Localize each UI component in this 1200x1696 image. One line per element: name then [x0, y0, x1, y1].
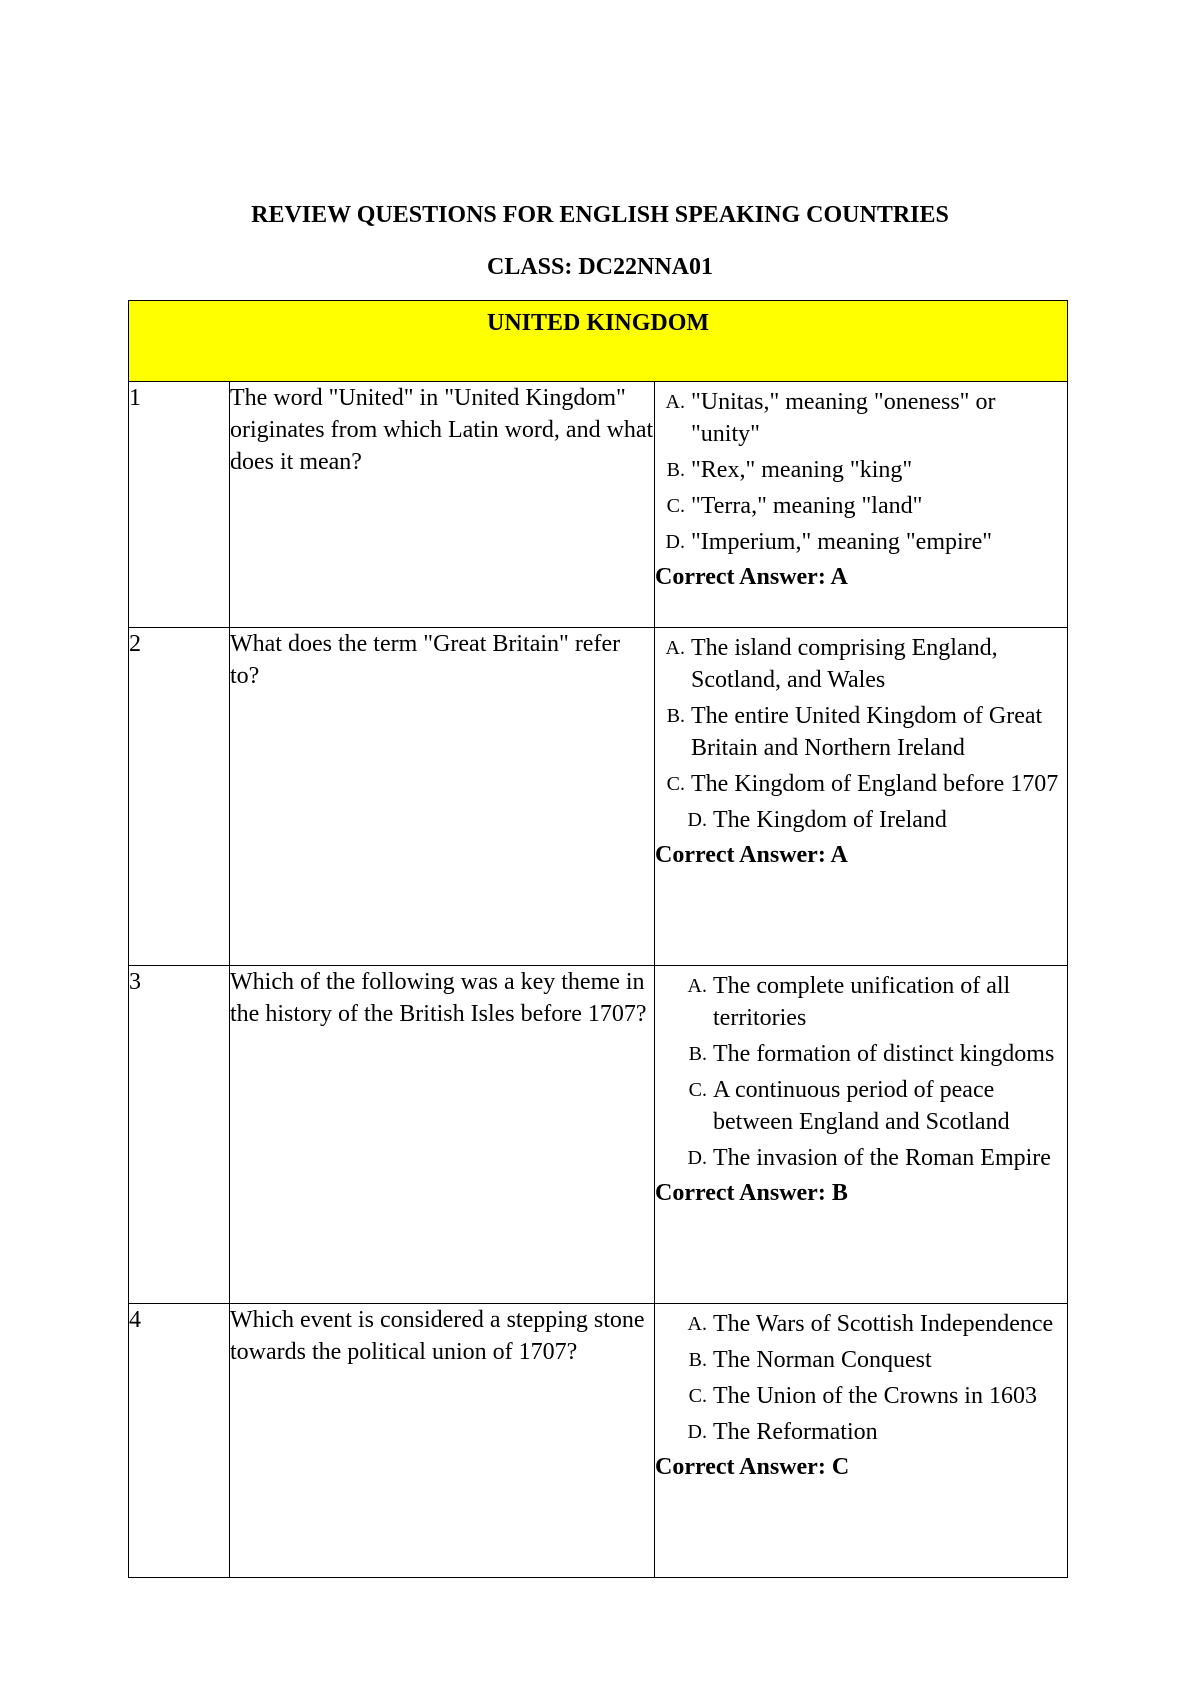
- option-letter: D.: [687, 809, 707, 831]
- question-row: [129, 1304, 1068, 1578]
- option-letter: B.: [666, 459, 685, 481]
- option-text: "Unitas," meaning "oneness" or "unity": [691, 389, 996, 447]
- question-number: 1: [129, 382, 230, 628]
- section-header-row: [129, 301, 1068, 382]
- option-letter: C.: [666, 773, 685, 795]
- question-number: 3: [129, 966, 230, 1304]
- option-letter: B.: [666, 705, 685, 727]
- question-number: 4: [129, 1304, 230, 1578]
- option-letter: A.: [665, 391, 685, 413]
- options-list: [655, 1304, 1067, 1448]
- option-text: The entire United Kingdom of Great Britain and Northern Ireland: [691, 703, 1043, 761]
- option-text: The Norman Conquest: [713, 1347, 932, 1373]
- correct-answer: [655, 840, 1067, 870]
- option-letter: D.: [687, 1147, 707, 1169]
- options-list: [655, 628, 1067, 836]
- answer-cell: [655, 628, 1068, 966]
- option-text: "Rex," meaning "king": [691, 457, 913, 483]
- options-list: [655, 966, 1067, 1174]
- correct-answer-value: A: [830, 842, 848, 868]
- option-item: [655, 1344, 1067, 1376]
- class-label: CLASS: DC22NNA01: [486, 254, 714, 280]
- question-row: [129, 966, 1068, 1304]
- option-letter: B.: [688, 1349, 707, 1371]
- correct-answer-value: B: [831, 1180, 848, 1206]
- option-letter: D.: [687, 1421, 707, 1443]
- question-text: What does the term "Great Britain" refer to?: [230, 628, 655, 966]
- option-item: [655, 1142, 1067, 1174]
- option-letter: A.: [665, 637, 685, 659]
- section-title: UNITED KINGDOM: [129, 301, 1068, 382]
- option-item: [655, 700, 1067, 764]
- option-text: The island comprising England, Scotland, and Wales: [691, 635, 998, 693]
- option-letter: A.: [687, 975, 707, 997]
- questions-table: [128, 300, 1068, 1578]
- option-text: The Kingdom of England before 1707: [691, 771, 1059, 797]
- option-text: The formation of distinct kingdoms: [713, 1041, 1055, 1067]
- answer-cell: [655, 966, 1068, 1304]
- question-row: [129, 628, 1068, 966]
- option-text: The Kingdom of Ireland: [713, 807, 947, 833]
- option-item: [655, 526, 1067, 558]
- options-list: [655, 382, 1067, 558]
- option-item: [655, 1416, 1067, 1448]
- option-text: "Imperium," meaning "empire": [691, 529, 993, 555]
- correct-answer-value: C: [831, 1454, 850, 1480]
- option-item: [655, 970, 1067, 1034]
- option-text: The Wars of Scottish Independence: [713, 1311, 1054, 1337]
- option-letter: D.: [665, 531, 685, 553]
- option-letter: A.: [687, 1313, 707, 1335]
- option-item: [655, 490, 1067, 522]
- option-item: [655, 1074, 1067, 1138]
- option-item: [655, 386, 1067, 450]
- option-item: [655, 1038, 1067, 1070]
- correct-answer-label: Correct Answer:: [655, 842, 826, 868]
- option-text: The Union of the Crowns in 1603: [713, 1383, 1037, 1409]
- question-number: 2: [129, 628, 230, 966]
- correct-answer: [655, 1452, 1067, 1482]
- option-item: [655, 1380, 1067, 1412]
- question-row: [129, 382, 1068, 628]
- answer-cell: [655, 382, 1068, 628]
- option-letter: B.: [688, 1043, 707, 1065]
- question-text: The word "United" in "United Kingdom" originates from which Latin word, and what does it mean?: [230, 382, 655, 628]
- correct-answer-label: Correct Answer:: [655, 1454, 826, 1480]
- correct-answer: [655, 562, 1067, 592]
- question-text: Which event is considered a stepping stone towards the political union of 1707?: [230, 1304, 655, 1578]
- option-letter: C.: [688, 1385, 707, 1407]
- option-text: The invasion of the Roman Empire: [713, 1145, 1051, 1171]
- option-text: The complete unification of all territories: [713, 973, 1011, 1031]
- option-item: [655, 454, 1067, 486]
- question-text: Which of the following was a key theme in the history of the British Isles before 1707?: [230, 966, 655, 1304]
- correct-answer-value: A: [830, 564, 848, 590]
- page-title: REVIEW QUESTIONS FOR ENGLISH SPEAKING COUNTRIES: [251, 202, 949, 228]
- option-item: [655, 804, 1067, 836]
- option-item: [655, 768, 1067, 800]
- answer-cell: [655, 1304, 1068, 1578]
- correct-answer-label: Correct Answer:: [655, 1180, 826, 1206]
- option-text: A continuous period of peace between England and Scotland: [713, 1077, 1010, 1135]
- correct-answer: [655, 1178, 1067, 1208]
- option-text: The Reformation: [713, 1419, 878, 1445]
- correct-answer-label: Correct Answer:: [655, 564, 826, 590]
- option-letter: C.: [666, 495, 685, 517]
- option-text: "Terra," meaning "land": [691, 493, 923, 519]
- option-item: [655, 632, 1067, 696]
- option-letter: C.: [688, 1079, 707, 1101]
- option-item: [655, 1308, 1067, 1340]
